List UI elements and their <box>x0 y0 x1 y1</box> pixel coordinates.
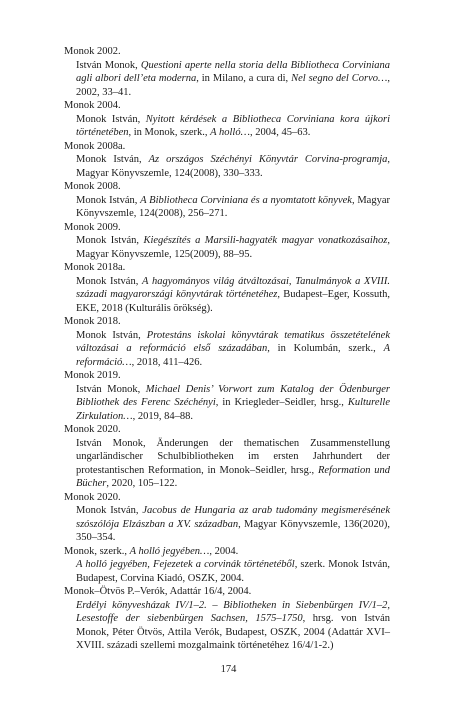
entry-citation <box>64 329 390 370</box>
entry-citation <box>64 383 390 424</box>
citation-segment: A hagyományos világ átváltozásai, Tanulmányok a XVIII. századi magyarországi könyvtárak történetéhez <box>76 275 391 300</box>
citation-segment: Nyitott kérdések a Bibliotheca Corviniana kora újkori történetében <box>76 113 391 138</box>
citation-segment: Monok István, <box>76 329 147 341</box>
citation-segment: , Magyar Könyvszemle, 124(2008), 256–271. <box>76 194 390 219</box>
entry-citation <box>64 558 390 585</box>
bibliography-entry <box>64 221 390 262</box>
citation-segment: A Bibliotheca Corviniana és a nyomtatott könyvek <box>140 194 352 206</box>
entry-citation <box>64 59 390 100</box>
bibliography-list <box>64 45 390 653</box>
citation-segment: , 2018, 411–426. <box>131 356 203 368</box>
citation-segment: , in Monok, szerk., <box>128 127 211 138</box>
entry-key-segment: Monok, szerk., <box>64 545 130 557</box>
entry-key: Monok 2008a. <box>64 140 126 152</box>
citation-segment: , Magyar Könyvszemle, 124(2008), 330–333. <box>76 154 391 179</box>
bibliography-entry <box>64 140 390 181</box>
entry-key: Monok 2018a. <box>64 262 126 273</box>
bibliography-entry <box>64 423 390 491</box>
citation-segment: , Magyar Könyvszemle, 125(2009), 88–95. <box>76 235 390 260</box>
citation-segment: , in Kriegleder–Seidler, hrsg., <box>215 397 348 408</box>
citation-segment: , hrsg. von István Monok, Péter Ötvös, Attila Verók, Budapest, OSZK, 2004 (Adattár XVI–XVIII. századi szellemi mozgalmaink történetéhez 16/4/1-2.) <box>76 613 390 651</box>
entry-key: Monok 2019. <box>64 370 121 381</box>
bibliography-entry <box>64 585 390 653</box>
citation-segment: Az országos Széchényi Könyvtár Corvina-programja <box>148 154 388 165</box>
entry-key: Monok 2020. <box>64 424 121 435</box>
bibliography-entry <box>64 315 390 369</box>
entry-citation <box>64 194 390 221</box>
page-number: 174 <box>220 664 237 675</box>
entry-citation <box>64 234 390 261</box>
citation-segment: Monok István, <box>76 275 143 287</box>
citation-segment: Monok István, <box>76 505 143 516</box>
citation-segment: István Monok, <box>76 59 141 71</box>
citation-segment: A holló… <box>210 127 250 138</box>
entry-key: Monok 2020. <box>64 491 121 503</box>
citation-segment: Erdélyi könyvesházak IV/1–2. – Bibliotheken in Siebenbürgen IV/1–2, Lesestoffe der siebenbürgen Sachsen, 1575–1750 <box>76 599 390 624</box>
entry-key <box>64 545 390 559</box>
entry-citation <box>64 437 390 491</box>
entry-key: Monok–Ötvös P.–Verók, Adattár 16/4, 2004. <box>64 586 252 597</box>
bibliography-entry <box>64 99 390 140</box>
entry-citation <box>64 599 390 653</box>
entry-citation <box>64 153 390 180</box>
citation-segment: Kulturelle Zirkulation… <box>76 397 391 422</box>
bibliography-entry <box>64 369 390 423</box>
citation-segment: , szerk. Monok István, Budapest, Corvina Kiadó, OSZK, 2004. <box>76 559 390 584</box>
bibliography-entry <box>64 491 390 545</box>
bibliography-entry <box>64 45 390 99</box>
citation-segment: Nel segno del Corvo… <box>291 73 388 84</box>
citation-segment: Monok István, <box>76 113 146 125</box>
entry-key: Monok 2008. <box>64 181 121 192</box>
citation-segment: , 2020, 105–122. <box>106 478 178 489</box>
citation-segment: , 2004, 45–63. <box>249 127 311 138</box>
citation-segment: Monok István, <box>76 235 144 246</box>
citation-segment: , Magyar Könyvszemle, 136(2020), 350–354. <box>76 518 390 543</box>
citation-segment: Jacobus de Hungaria az arab tudomány megismerésének szószólója Elzászban a XV. században <box>76 505 391 530</box>
entry-key: Monok 2018. <box>64 316 121 327</box>
entry-key: Monok 2004. <box>64 100 121 111</box>
citation-segment: A holló jegyében, Fejezetek a corvinák történetéből <box>76 559 295 570</box>
entry-key: Monok 2009. <box>64 221 121 233</box>
citation-segment: István Monok, <box>76 383 146 395</box>
entry-key-segment: A holló jegyében… <box>129 545 210 557</box>
citation-segment: , in Milano, a cura di, <box>196 73 292 84</box>
citation-segment: , Budapest–Eger, Kossuth, EKE, 2018 (Kulturális örökség). <box>76 289 390 314</box>
citation-segment: Monok István, <box>76 154 149 165</box>
citation-segment: Kiegészítés a Marsili-hagyaték magyar vonatkozásaihoz <box>143 235 388 246</box>
citation-segment: A reformáció… <box>76 343 390 368</box>
citation-segment: Questioni aperte nella storia della Bibliotheca Corviniana agli albori dell’eta moderna <box>76 59 391 84</box>
entry-key: Monok 2002. <box>64 46 121 57</box>
citation-segment: Michael Denis’ Vorwort zum Katalog der Ödenburger Bibliothek des Ferenc Széchényi <box>76 383 391 408</box>
bibliography-entry <box>64 180 390 221</box>
entry-key-segment: , 2004. <box>209 545 239 557</box>
citation-segment: , in Kolumbán, szerk., <box>267 343 384 354</box>
citation-segment: , 2002, 33–41. <box>76 73 390 98</box>
entry-citation <box>64 504 390 545</box>
citation-segment: István Monok, Änderungen der thematischen Zusammenstellung ungarländischer Schulbibliotheken im ersten Jahrhundert der protestantischen Reformation, in Monok–Seidler, hrsg., <box>76 437 390 476</box>
citation-segment: Protestáns iskolai könyvtárak tematikus összetételének változásai a reformáció első századában <box>76 329 391 354</box>
citation-segment: Reformation und Bücher <box>76 464 390 489</box>
citation-segment: , 2019, 84–88. <box>132 410 193 422</box>
entry-citation <box>64 275 390 316</box>
citation-segment: Monok István, <box>76 194 141 206</box>
bibliography-entry <box>64 261 390 315</box>
entry-citation <box>64 113 390 140</box>
bibliography-entry <box>64 545 390 586</box>
